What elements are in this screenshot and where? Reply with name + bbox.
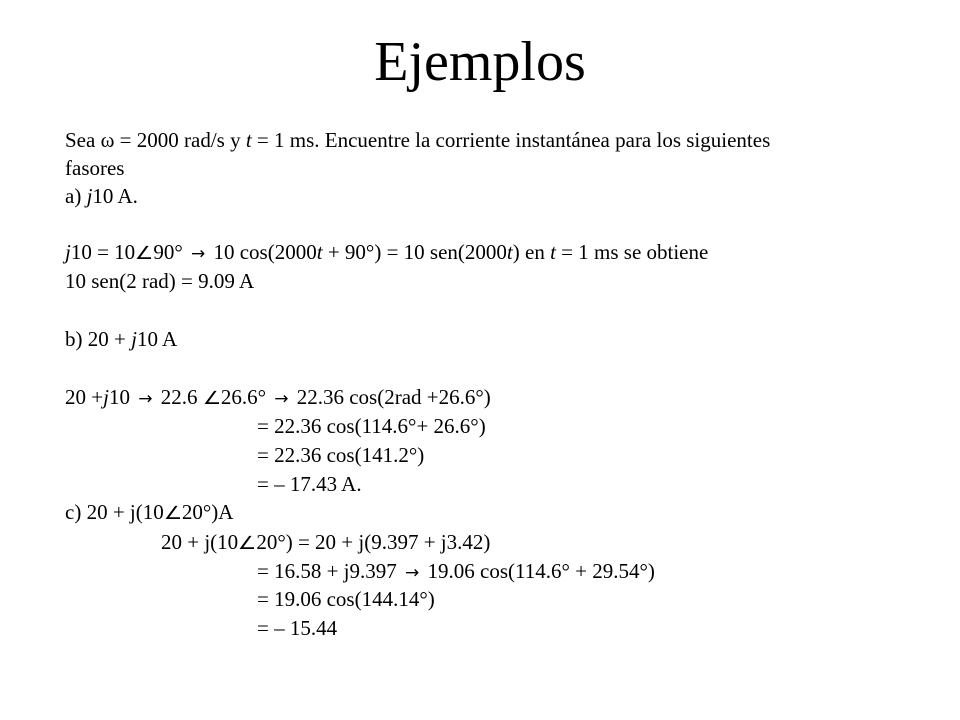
intro-sea: Sea — [65, 128, 96, 152]
angle-symbol: ∠ — [163, 503, 183, 524]
part-c-step-3: = – 15.44 — [257, 616, 338, 640]
part-b-label: b) 20 + j10 A — [65, 327, 178, 351]
angle-symbol: ∠ — [134, 243, 154, 264]
part-a-calc: j10 = 10∠90° → 10 cos(2000t + 90°) = 10 sen(2000t) en t = 1 ms se obtiene — [65, 240, 709, 264]
arrow-symbol: → — [274, 389, 289, 409]
part-a-label: a) j10 A. — [65, 184, 138, 208]
part-c-step-1: = 16.58 + j9.397 → 19.06 cos(114.6° + 29.54°) — [257, 559, 655, 583]
intro-rest: = 1 ms. Encuentre la corriente instantánea para los siguientes — [256, 128, 771, 152]
intro-line-2: fasores — [65, 156, 125, 180]
part-b-step-3: = – 17.43 A. — [257, 472, 362, 496]
part-c-calc: 20 + j(10∠20°) = 20 + j(9.397 + j3.42) — [161, 530, 491, 554]
arrow-symbol: → — [138, 389, 153, 409]
intro-line-1 — [65, 128, 770, 152]
omega-symbol: ω — [100, 128, 115, 152]
arrow-symbol: → — [190, 244, 206, 264]
angle-symbol: ∠ — [237, 533, 257, 554]
angle-symbol: ∠ — [202, 388, 222, 409]
intro-t: t — [245, 128, 252, 152]
part-b-step-1: = 22.36 cos(114.6°+ 26.6°) — [257, 414, 486, 438]
arrow-symbol: → — [405, 563, 420, 583]
intro-eq: = 2000 rad/s y — [119, 128, 241, 152]
slide-title: Ejemplos — [374, 31, 586, 93]
part-c-step-2: = 19.06 cos(144.14°) — [257, 587, 435, 611]
part-b-calc: 20 +j10 → 22.6 ∠26.6° → 22.36 cos(2rad +26.6°) — [65, 385, 491, 409]
part-a-result: 10 sen(2 rad) = 9.09 A — [65, 269, 255, 293]
part-b-step-2: = 22.36 cos(141.2°) — [257, 443, 425, 467]
part-c-label: c) 20 + j(10∠20°)A — [65, 500, 234, 524]
